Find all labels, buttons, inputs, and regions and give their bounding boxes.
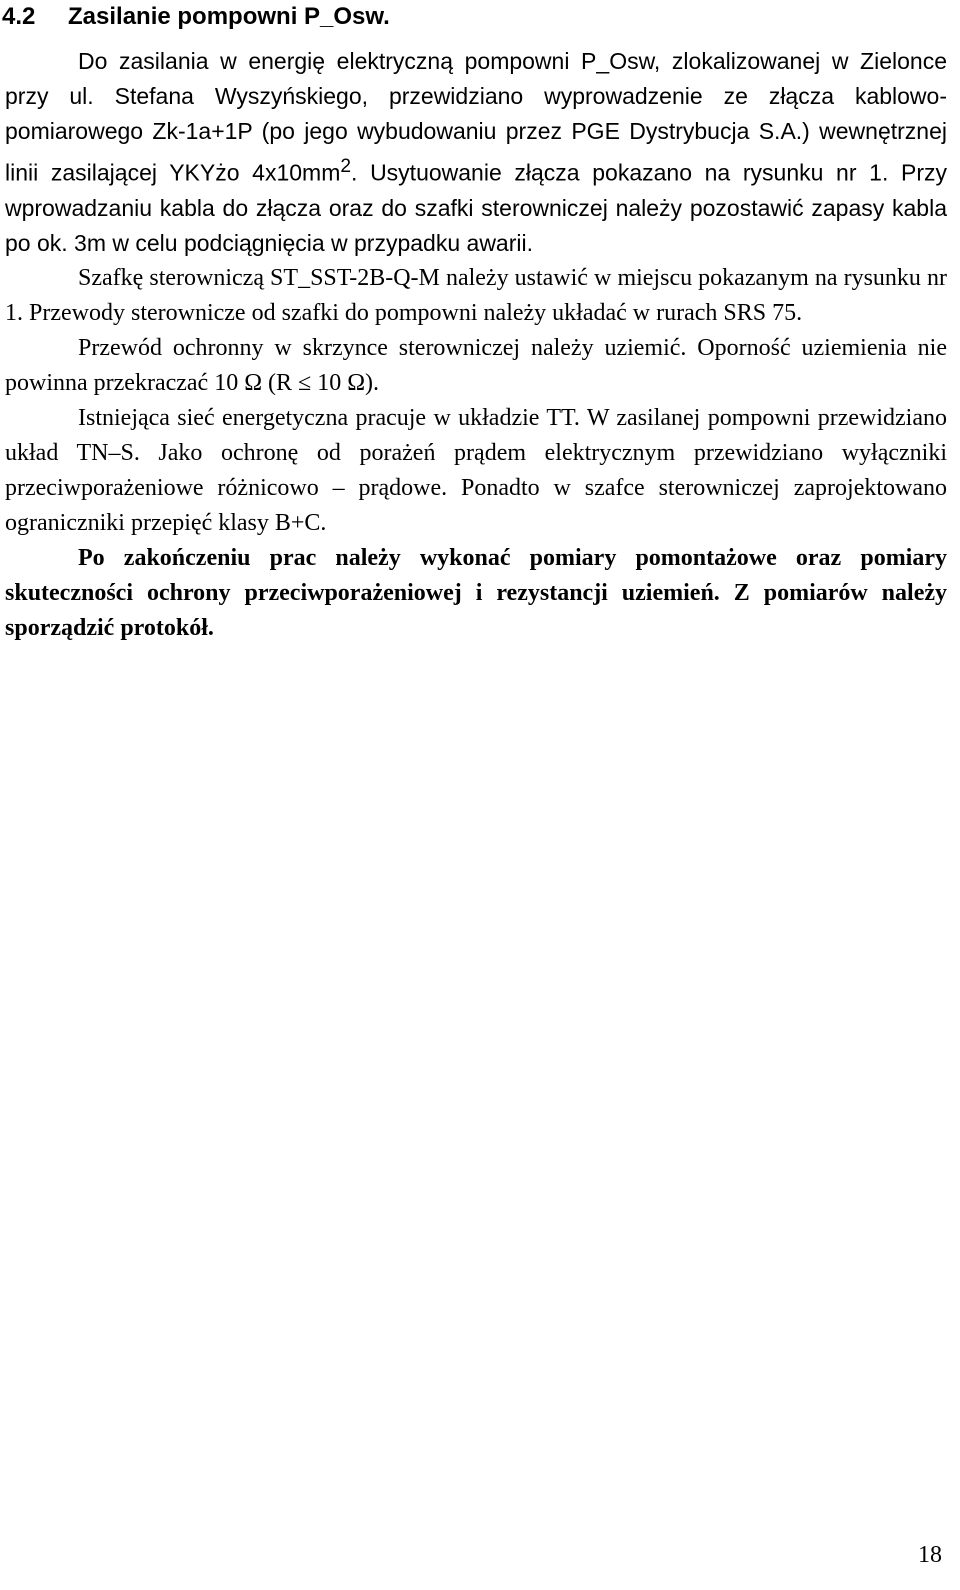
section-heading: [2, 2, 390, 32]
paragraph-grounding: Przewód ochronny w skrzynce sterowniczej należy uziemić. Oporność uziemienia nie powinna przekraczać 10 Ω (R ≤ 10 Ω).: [5, 334, 947, 396]
section-number: 4.2: [2, 3, 36, 30]
section-body: [5, 44, 947, 646]
paragraph-power-supply-text: Do zasilania w energię elektryczną pompowni P_Osw, zlokalizowanej w Zielonce przy ul. Stefana Wyszyńskiego, przewidziano wyprowadzenie ze złącza kablowo-pomiarowego Zk-1a+1P (po jego wybudowaniu przez PGE Dystrybucja S.A.) wewnętrznej linii zasilającej YKYżo 4x10mm: [5, 48, 947, 186]
paragraph-measurements: Po zakończeniu prac należy wykonać pomiary pomontażowe oraz pomiary skuteczności ochrony przeciwporażeniowej i rezystancji uziemień. Z pomiarów należy sporządzić protokół.: [5, 544, 947, 641]
unit-superscript: 2: [340, 156, 352, 177]
paragraph-control-cabinet: Szafkę sterowniczą ST_SST-2B-Q-M należy ustawić w miejscu pokazanym na rysunku nr 1. Przewody sterownicze od szafki do pompowni należy układać w rurach SRS 75.: [5, 264, 947, 326]
paragraph-power-supply: [5, 44, 947, 261]
paragraph-power-supply-text-cont: . Usytuowanie złącza pokazano na rysunku nr 1. Przy wprowadzaniu kabla do złącza oraz do szafki sterowniczej należy pozostawić zapasy kabla po ok. 3m w celu podciągnięcia w przypadku awarii.: [5, 159, 947, 256]
section-title: Zasilanie pompowni P_Osw.: [68, 3, 390, 30]
page-number: 18: [918, 1542, 942, 1568]
paragraph-network-system: Istniejąca sieć energetyczna pracuje w układzie TT. W zasilanej pompowni przewidziano układ TN–S. Jako ochronę od porażeń prądem elektrycznym przewidziano wyłączniki przeciwporażeniowe różnicowo – prądowe. Ponadto w szafce sterowniczej zaprojektowano ograniczniki przepięć klasy B+C.: [5, 404, 947, 536]
